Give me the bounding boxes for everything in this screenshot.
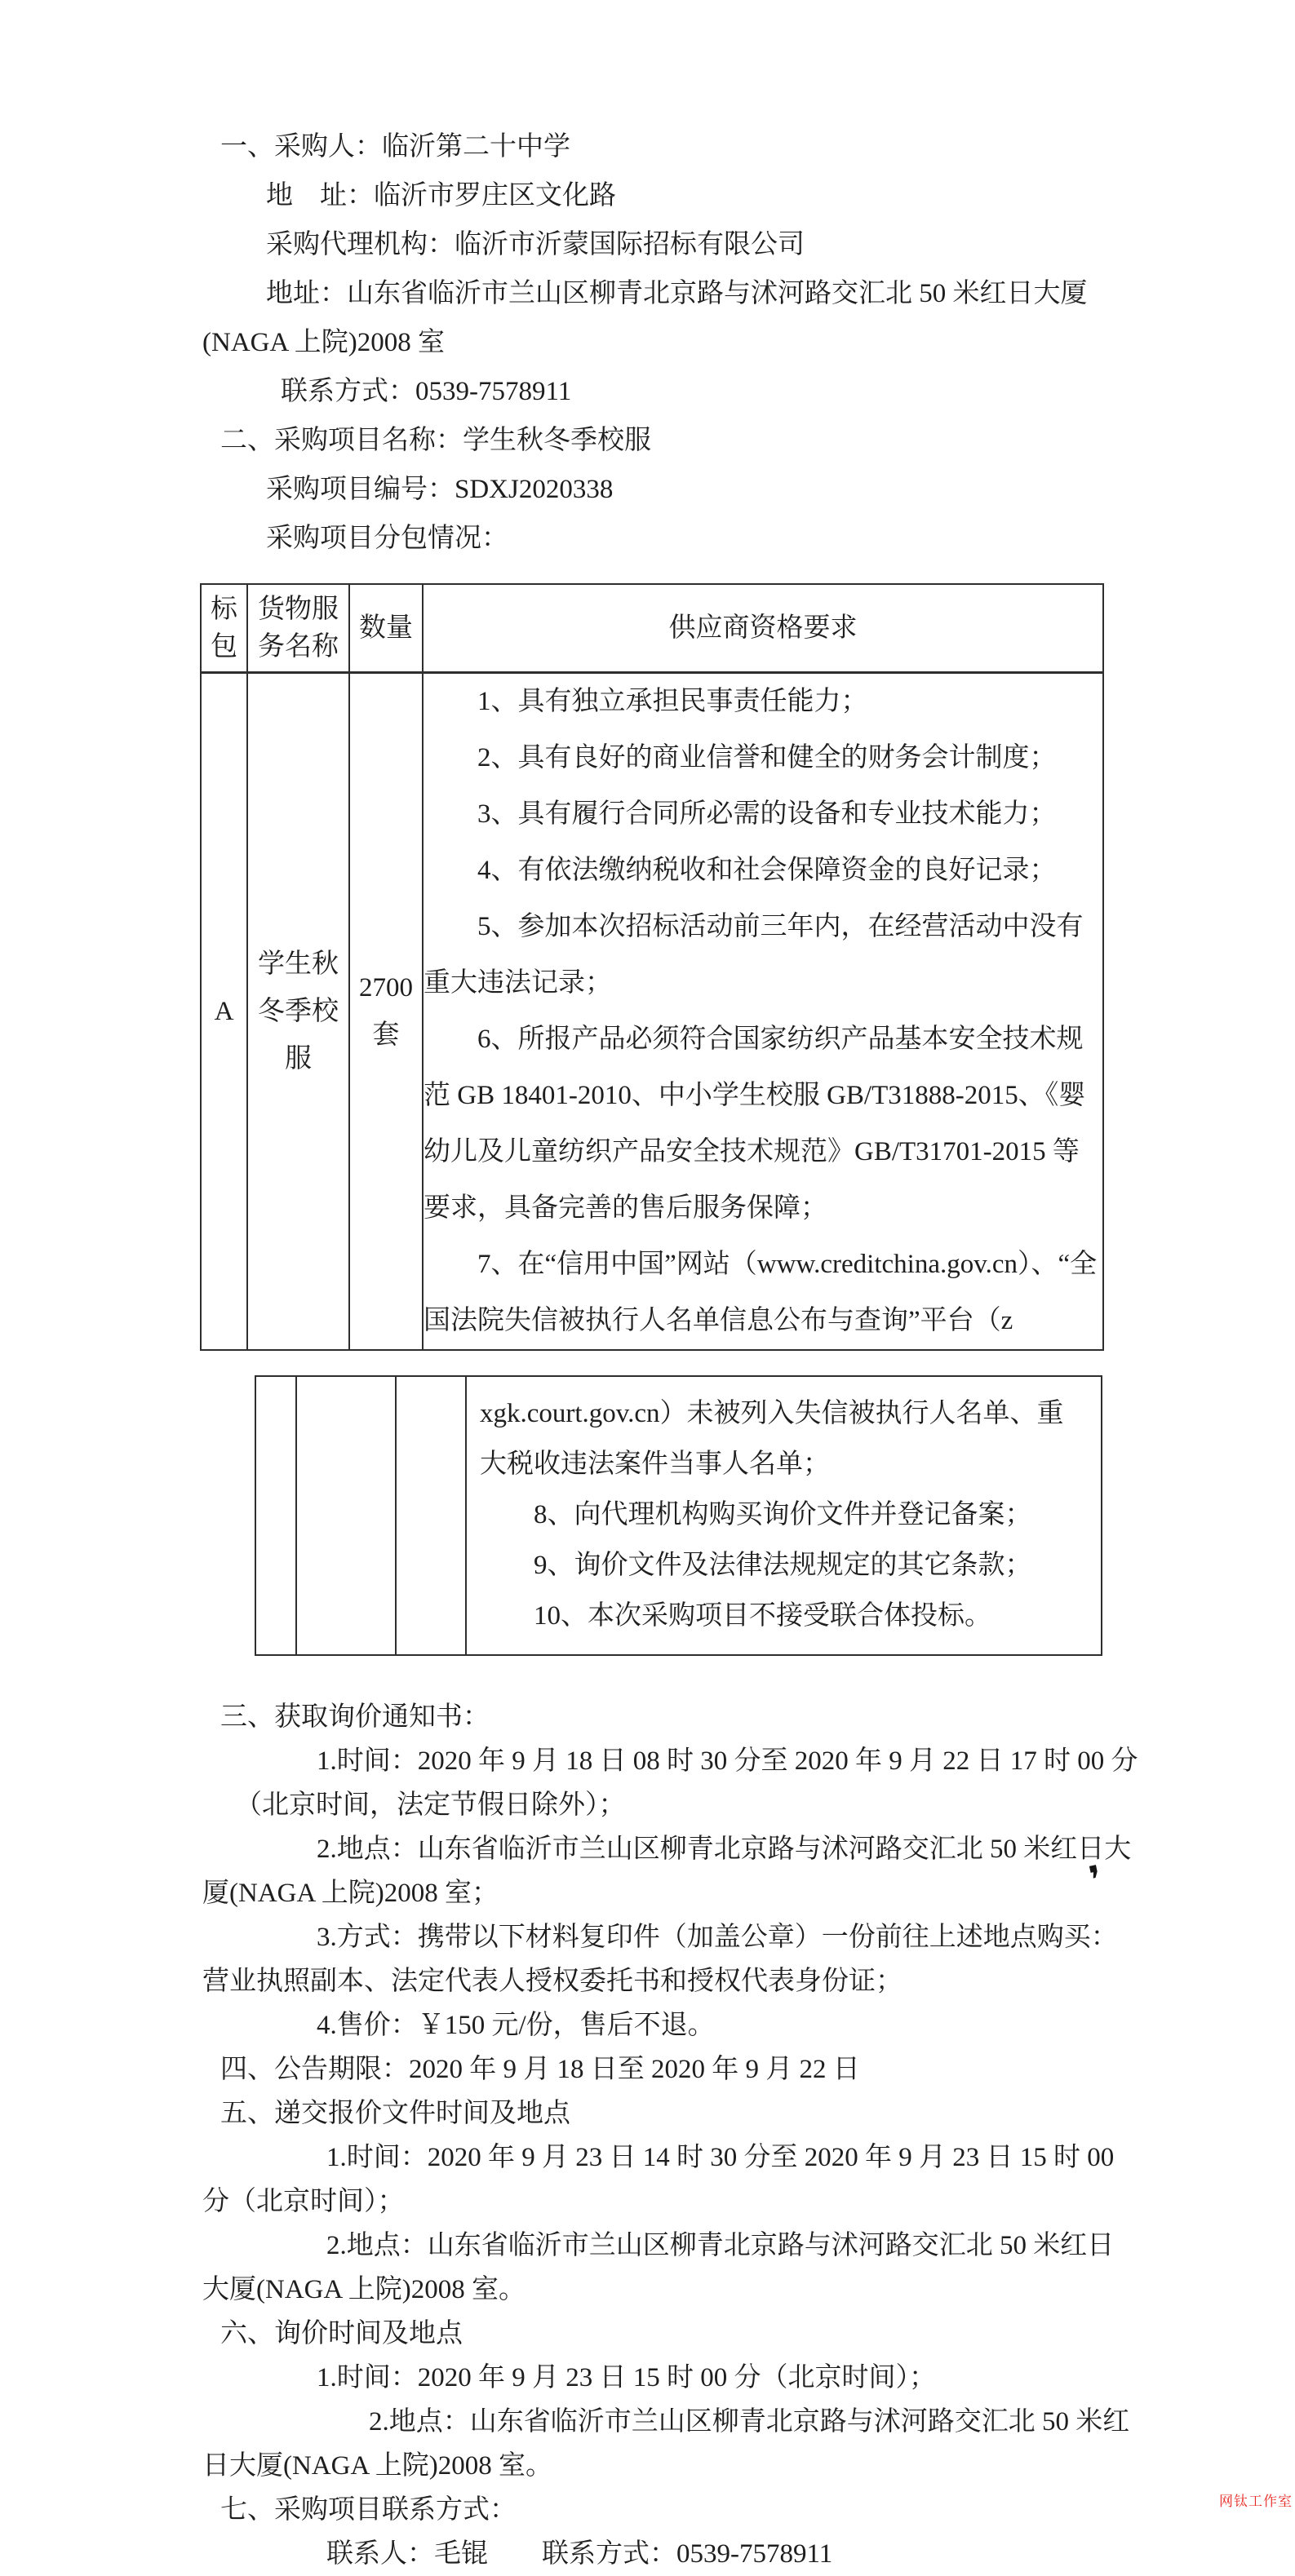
- requirement-item: xgk.court.gov.cn）未被列入失信被执行人名单、重大税收违法案件当事人名单；: [480, 1399, 1064, 1479]
- cell-lot-empty: [255, 1376, 296, 1655]
- doc-line: 1.时间：2020 年 9 月 18 日 08 时 30 分至 2020 年 9 月 22 日 17 时 00 分: [317, 1746, 1138, 1776]
- requirement-item: 3、具有履行合同所必需的设备和专业技术能力；: [477, 799, 1057, 829]
- doc-line: 二、采购项目名称：学生秋冬季校服: [220, 426, 651, 455]
- header-requirements: 供应商资格要求: [423, 584, 1103, 673]
- doc-line: 分（北京时间）；: [202, 2187, 405, 2216]
- requirement-item: 10、本次采购项目不接受联合体投标。: [534, 1601, 991, 1631]
- doc-line: 2.地点：山东省临沂市兰山区柳青北京路与沭河路交汇北 50 米红: [369, 2407, 1130, 2437]
- cell-quantity: [349, 673, 423, 1351]
- doc-line: 一、采购人：临沂第二十中学: [220, 132, 570, 162]
- doc-line: 联系方式：0539-7578911: [281, 377, 572, 406]
- requirement-item: 1、具有独立承担民事责任能力；: [477, 687, 868, 716]
- doc-line: 1.时间：2020 年 9 月 23 日 15 时 00 分（北京时间）；: [317, 2363, 936, 2392]
- doc-line: 采购代理机构：临沂市沂蒙国际招标有限公司: [266, 230, 805, 259]
- scan-artifact-mark: ❜: [1085, 1858, 1107, 1901]
- doc-line: 联系人：毛锟 联系方式：0539-7578911: [326, 2539, 833, 2569]
- doc-line: 2.地点：山东省临沂市兰山区柳青北京路与沭河路交汇北 50 米红日大: [317, 1835, 1132, 1864]
- requirement-item: 8、向代理机构购买询价文件并登记备案；: [534, 1500, 1032, 1529]
- doc-line: 1.时间：2020 年 9 月 23 日 14 时 30 分至 2020 年 9 月 23 日 15 时 00: [326, 2143, 1115, 2172]
- doc-line: 地 址：临沂市罗庄区文化路: [266, 181, 616, 210]
- doc-line: (NAGA 上院)2008 室: [202, 328, 445, 357]
- cell-item-name-empty: [296, 1376, 396, 1655]
- table-row: [201, 673, 1103, 1351]
- requirement-item: 7、在“信用中国”网站（www.creditchina.gov.cn）、“全国法院失信被执行人名单信息公布与查询”平台（z: [424, 1250, 1098, 1335]
- cell-lot: A: [201, 673, 247, 1351]
- doc-line: 营业执照副本、法定代表人授权委托书和授权代表身份证；: [202, 1967, 903, 1996]
- lot-table-continued: [255, 1375, 1102, 1656]
- requirement-item: 9、询价文件及法律法规规定的其它条款；: [534, 1551, 1032, 1580]
- header-lot: 标包: [201, 584, 247, 673]
- doc-line: 地址：山东省临沂市兰山区柳青北京路与沭河路交汇北 50 米红日大厦: [266, 279, 1088, 308]
- quantity-unit: 套: [372, 1020, 400, 1050]
- cell-item-name: 学生秋冬季校服: [247, 673, 349, 1351]
- doc-line: 采购项目分包情况：: [266, 524, 508, 553]
- requirement-item: 4、有依法缴纳税收和社会保障资金的良好记录；: [477, 856, 1057, 885]
- doc-line: 2.地点：山东省临沂市兰山区柳青北京路与沭河路交汇北 50 米红日: [326, 2231, 1115, 2260]
- doc-line: 六、询价时间及地点: [220, 2319, 463, 2348]
- doc-line: 日大厦(NAGA 上院)2008 室。: [202, 2451, 552, 2481]
- cell-requirements-continued: [466, 1376, 1102, 1655]
- table-row: [255, 1376, 1102, 1655]
- doc-line: 采购项目编号：SDXJ2020338: [266, 475, 614, 504]
- doc-line: 厦(NAGA 上院)2008 室；: [202, 1879, 499, 1908]
- cell-requirements: [423, 673, 1103, 1351]
- doc-line: 四、公告期限：2020 年 9 月 18 日至 2020 年 9 月 22 日: [220, 2055, 860, 2084]
- requirement-item: 5、参加本次招标活动前三年内，在经营活动中没有重大违法记录；: [424, 912, 1084, 998]
- doc-line: 大厦(NAGA 上院)2008 室。: [202, 2275, 526, 2304]
- doc-line: 3.方式：携带以下材料复印件（加盖公章）一份前往上述地点购买：: [317, 1923, 1118, 1952]
- header-quantity: 数量: [349, 584, 423, 673]
- lot-table: [200, 583, 1104, 1351]
- requirement-item: 2、具有良好的商业信誉和健全的财务会计制度；: [477, 743, 1057, 772]
- cell-quantity-empty: [396, 1376, 466, 1655]
- quantity-number: 2700: [359, 973, 413, 1003]
- studio-watermark: 网钛工作室: [1219, 2494, 1293, 2509]
- requirement-item: 6、所报产品必须符合国家纺织产品基本安全技术规范 GB 18401-2010、中小学生校服 GB/T31888-2015、《婴幼儿及儿童纺织产品安全技术规范》GB/T31701-2015 等要求，具备完善的售后服务保障；: [424, 1025, 1086, 1223]
- doc-line: 三、获取询价通知书：: [220, 1702, 490, 1732]
- doc-line: 五、递交报价文件时间及地点: [220, 2099, 570, 2128]
- lot-table-header-row: [201, 584, 1103, 673]
- doc-line: 4.售价：￥150 元/份，售后不退。: [317, 2011, 715, 2040]
- notice-sections: [0, 1695, 1295, 2576]
- header-item-name: 货物服务名称: [247, 584, 349, 673]
- doc-line: 七、采购项目联系方式：: [220, 2495, 517, 2525]
- doc-line: （北京时间，法定节假日除外）；: [235, 1790, 626, 1820]
